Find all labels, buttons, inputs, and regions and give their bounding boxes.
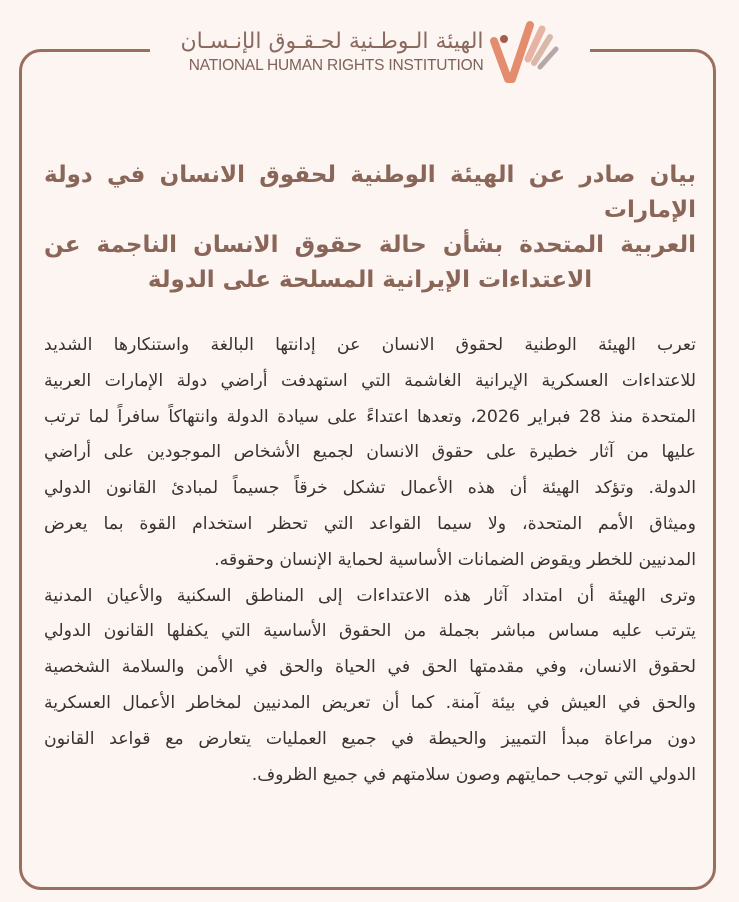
body-line: للاعتداءات العسكرية الإيرانية الغاشمة التي استهدفت أراضي دولة الإمارات العربية	[44, 370, 696, 391]
body-line: المدنيين للخطر ويقوض الضمانات الأساسية لحماية الإنسان وحقوقه.	[214, 549, 696, 570]
logo-english-name: NATIONAL HUMAN RIGHTS INSTITUTION	[188, 57, 484, 74]
title-line: بيان صادر عن الهيئة الوطنية لحقوق الانسان في دولة الإمارات	[44, 162, 696, 223]
logo-text	[180, 28, 483, 76]
body-line: يترتب عليه مساس مباشر بجملة من الحقوق الأساسية التي يكفلها القانون الدولي	[44, 621, 696, 642]
v-hand-logo-icon	[490, 19, 560, 85]
title-line: الاعتداءات الإيرانية المسلحة على الدولة	[147, 267, 593, 293]
body-line: والحق في العيش في بيئة آمنة. كما أن تعريض المدنيين لمخاطر الأعمال العسكرية	[44, 692, 696, 713]
body-line: دون مراعاة مبدأ التمييز والحيطة في جميع العمليات يتعارض مع قواعد القانون	[44, 728, 696, 749]
header-logo	[150, 14, 590, 90]
body-line: وترى الهيئة أن امتداد آثار هذه الاعتداءات إلى المناطق السكنية والأعيان المدنية	[44, 585, 696, 606]
logo-arabic-name: الهيئة الـوطـنية لحـقـوق الإنـسـان	[180, 29, 484, 54]
body-line: لحقوق الانسان، وفي مقدمتها الحق في الحياة والحق في الأمن والسلامة الشخصية	[44, 657, 696, 678]
body-line: الدولي التي توجب حمايتهم وصون سلامتهم في جميع الظروف.	[251, 764, 696, 785]
body-line: وميثاق الأمم المتحدة، ولا سيما القواعد التي تحظر استخدام القوة بما يعرض	[44, 513, 696, 534]
body-line: تعرب الهيئة الوطنية لحقوق الانسان عن إدانتها البالغة واستنكارها الشديد	[44, 335, 696, 355]
statement-title	[44, 158, 696, 298]
statement-body	[44, 328, 696, 793]
body-line: عليها من آثار خطيرة على حقوق الانسان لجميع الأشخاص الموجودين على أراضي	[44, 442, 696, 463]
body-line: المتحدة منذ 28 فبراير 2026، وتعدها اعتداءً على سيادة الدولة وانتهاكاً سافراً لما ترتب	[44, 406, 696, 427]
body-line: الدولة. وتؤكد الهيئة أن هذه الأعمال تشكل خرقاً جسيماً لمبادئ القانون الدولي	[44, 478, 696, 499]
title-line: العربية المتحدة بشأن حالة حقوق الانسان الناجمة عن	[44, 232, 696, 258]
